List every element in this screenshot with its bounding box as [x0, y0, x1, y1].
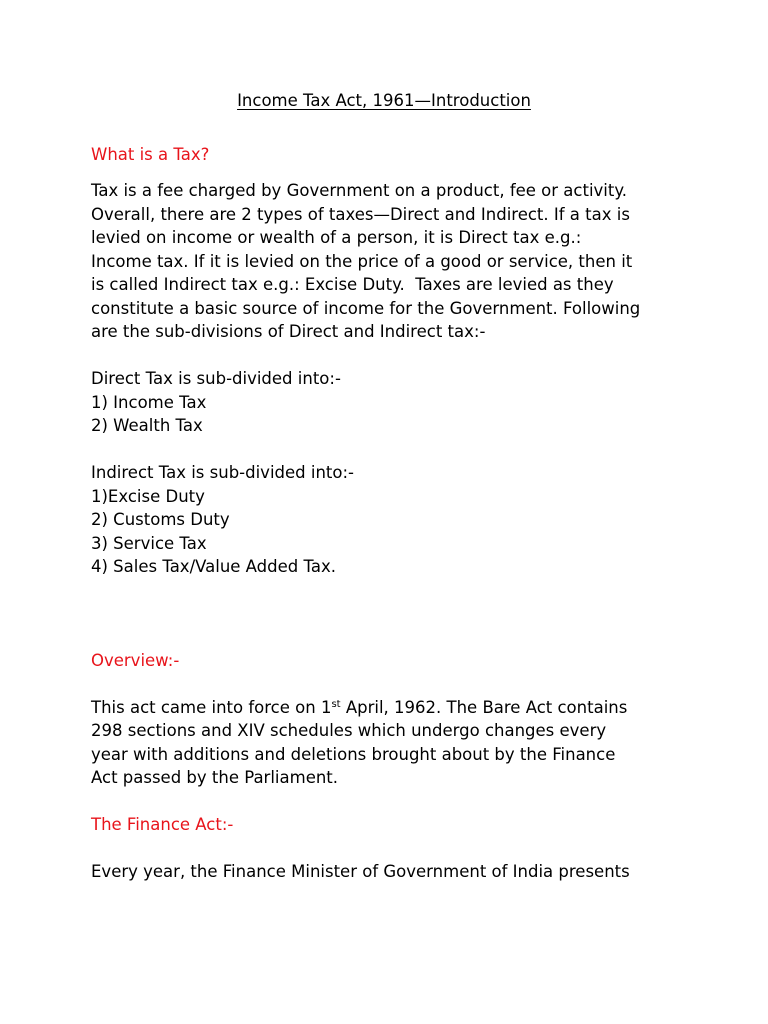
- overview-text-part: This act came into force on 1: [91, 698, 332, 717]
- list-item: 1)Excise Duty: [91, 487, 205, 506]
- list-item: 2) Wealth Tax: [91, 416, 203, 435]
- list-item: 1) Income Tax: [91, 393, 207, 412]
- indirect-tax-heading: Indirect Tax is sub-divided into:-: [91, 463, 354, 482]
- paragraph-line: are the sub-divisions of Direct and Indirect tax:-: [91, 322, 486, 341]
- ordinal-superscript: st: [331, 699, 341, 710]
- section-heading-what-is-tax: What is a Tax?: [91, 145, 210, 164]
- paragraph-line: Income tax. If it is levied on the price of a good or service, then it: [91, 252, 633, 271]
- paragraph-line: Tax is a fee charged by Government on a product, fee or activity.: [91, 181, 628, 200]
- paragraph-line: Overall, there are 2 types of taxes—Direct and Indirect. If a tax is: [91, 205, 630, 224]
- list-item: 4) Sales Tax/Value Added Tax.: [91, 557, 336, 576]
- paragraph-line: constitute a basic source of income for the Government. Following: [91, 299, 641, 318]
- paragraph-line: levied on income or wealth of a person, it is Direct tax e.g.:: [91, 228, 582, 247]
- paragraph-line: [91, 696, 627, 720]
- paragraph-line: Every year, the Finance Minister of Government of India presents: [91, 862, 630, 881]
- paragraph-line: is called Indirect tax e.g.: Excise Duty. Taxes are levied as they: [91, 275, 614, 294]
- list-item: 3) Service Tax: [91, 534, 207, 553]
- document-title: Income Tax Act, 1961—Introduction: [237, 91, 531, 110]
- paragraph-line: year with additions and deletions brought about by the Finance: [91, 745, 616, 764]
- list-item: 2) Customs Duty: [91, 510, 230, 529]
- section-heading-finance-act: The Finance Act:-: [91, 815, 234, 834]
- direct-tax-heading: Direct Tax is sub-divided into:-: [91, 369, 341, 388]
- paragraph-line: 298 sections and XIV schedules which undergo changes every: [91, 721, 607, 740]
- overview-text-part: April, 1962. The Bare Act contains: [340, 698, 628, 717]
- section-heading-overview: Overview:-: [91, 651, 180, 670]
- paragraph-line: Act passed by the Parliament.: [91, 768, 339, 787]
